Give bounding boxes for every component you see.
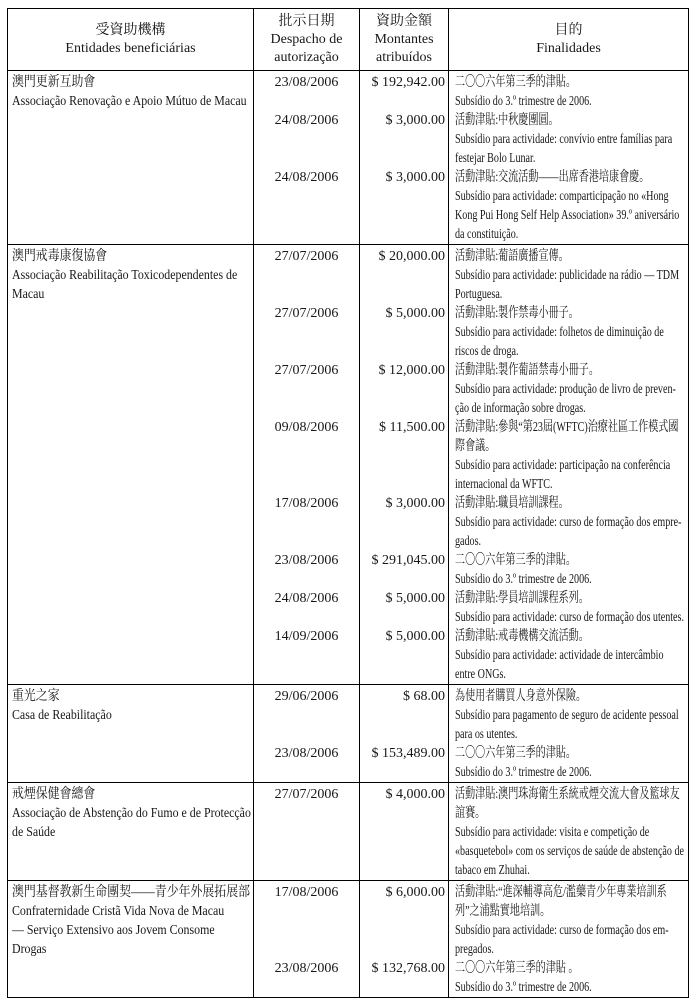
entity-name-zh: 澳門戒毒康復協會 [12,249,108,264]
entry-purpose [449,168,688,244]
purpose-zh: 活動津貼:製作禁毒小冊子。 [455,306,579,321]
purpose-zh: 二〇〇六年第三季的津貼。 [455,75,576,90]
entry-purpose [449,783,688,880]
entry-purpose [449,589,688,627]
entity-name-pt: Associação Reabilitação Toxicodependentes de Macau [12,268,238,302]
entry-amount: $ 68.00 [360,685,449,744]
purpose-zh: 活動津貼:交流活動——出席香港培康會慶。 [455,170,650,185]
header-cell-purpose [449,9,688,70]
entry-purpose [449,304,688,361]
entry-amount: $ 3,000.00 [360,168,449,244]
entry-date: 27/07/2006 [254,783,360,880]
entry-row [254,959,688,997]
entity-name-pt: Associação de Abstenção do Fumo e de Protecção de Saúde [12,806,251,840]
entry-list [254,71,688,244]
purpose-pt: Subsídio para pagamento de seguro de acidente pessoal para os utentes. [455,708,679,742]
entity-name-zh: 澳門更新互助會 [12,75,96,90]
header-amount-zh: 資助金額 [376,13,432,29]
purpose-pt: Subsídio para actividade: folhetos de diminuição de riscos de droga. [455,325,664,359]
header-cell-entities [8,9,254,70]
entry-row [254,304,688,361]
entry-purpose [449,881,688,959]
entry-purpose [449,245,688,304]
entry-amount: $ 291,045.00 [360,551,449,589]
purpose-pt: Subsídio do 3.º trimestre de 2006. [455,980,592,995]
entry-purpose [449,494,688,551]
entry-amount: $ 6,000.00 [360,881,449,959]
purpose-pt: Subsídio do 3.º trimestre de 2006. [455,572,592,587]
entry-amount: $ 3,000.00 [360,111,449,168]
entry-date: 29/06/2006 [254,685,360,744]
entry-row [254,71,688,111]
purpose-pt: Subsídio para actividade: curso de formação dos empre-gados. [455,515,682,549]
entry-date: 17/08/2006 [254,881,360,959]
entry-date: 24/08/2006 [254,168,360,244]
entry-row [254,744,688,782]
entry-date: 17/08/2006 [254,494,360,551]
entity-cell [8,245,254,684]
entry-amount: $ 4,000.00 [360,783,449,880]
entity-name-pt: Confraternidade Cristã Vida Nova de Macau [12,904,225,919]
purpose-pt: Subsídio para actividade: visita e competição de «basquetebol» com os serviços de saúde de abstenção de tabaco em Zhuhai. [455,825,684,878]
entry-amount: $ 5,000.00 [360,589,449,627]
purpose-pt: Subsídio para actividade: curso de formação dos em-pregados. [455,923,669,957]
entry-amount: $ 5,000.00 [360,627,449,684]
entry-date: 27/07/2006 [254,245,360,304]
header-date-pt1: Despacho de [270,31,343,47]
purpose-zh: 活動津貼:中秋慶團圓。 [455,113,559,128]
header-purpose-zh: 目的 [554,22,583,38]
subsidy-table [7,8,689,998]
entry-list [254,783,688,880]
header-entities-zh: 受資助機構 [95,22,166,38]
entry-purpose [449,551,688,589]
purpose-zh: 活動津貼:戒毒機構交流活動。 [455,629,589,644]
header-amount-pt2: atribuídos [376,49,432,65]
entity-cell [8,71,254,244]
header-entities-pt: Entidades beneficiárias [65,40,196,56]
entry-row [254,245,688,304]
purpose-zh: 二〇〇六年第三季的津貼。 [455,746,576,761]
table-row [8,71,688,244]
entry-purpose [449,71,688,111]
entry-amount: $ 5,000.00 [360,304,449,361]
entry-row [254,168,688,244]
table-row [8,244,688,684]
entry-purpose [449,418,688,494]
purpose-pt: Subsídio para actividade: produção de livro de preven-ção de informação sobre drogas. [455,382,676,416]
table-header [8,9,688,71]
purpose-pt: Subsídio para actividade: publicidade na rádio — TDM Portuguesa. [455,268,680,302]
entity-cell [8,783,254,880]
entry-date: 27/07/2006 [254,361,360,418]
entry-date: 24/08/2006 [254,111,360,168]
purpose-pt: Subsídio para actividade: participação na conferência internacional da WFTC. [455,458,671,492]
entry-date: 23/08/2006 [254,959,360,997]
entry-date: 14/09/2006 [254,627,360,684]
purpose-zh: 活動津貼:參與“第23屆(WFTC)治療社區工作模式國際會議。 [455,420,679,454]
purpose-zh: 活動津貼:“進深輔導高危/濫藥青少年專業培訓系列”之浦點實地培訓。 [455,885,667,919]
entry-row [254,881,688,959]
header-cell-date [254,9,360,70]
entry-row [254,551,688,589]
header-purpose-pt: Finalidades [536,40,601,56]
purpose-pt: Subsídio para actividade: convívio entre famílias para festejar Bolo Lunar. [455,132,673,166]
entry-row [254,418,688,494]
entry-row [254,111,688,168]
purpose-zh: 活動津貼:學員培訓課程系列。 [455,591,589,606]
entry-purpose [449,685,688,744]
entry-row [254,783,688,880]
entry-list [254,881,688,997]
entry-list [254,245,688,684]
purpose-zh: 活動津貼:葡語廣播宣傳。 [455,249,569,264]
entry-list [254,685,688,782]
entry-date: 23/08/2006 [254,71,360,111]
purpose-zh: 活動津貼:職員培訓課程。 [455,496,569,511]
header-amount-pt1: Montantes [374,31,434,47]
entity-name-pt: Casa de Reabilitação [12,708,112,723]
entry-date: 09/08/2006 [254,418,360,494]
purpose-pt: Subsídio do 3.º trimestre de 2006. [455,765,592,780]
entry-amount: $ 20,000.00 [360,245,449,304]
entry-date: 23/08/2006 [254,551,360,589]
purpose-pt: Subsídio para actividade: curso de formação dos utentes. [455,610,684,625]
purpose-zh: 活動津貼:製作葡語禁毒小冊子。 [455,363,599,378]
header-cell-amount [360,9,449,70]
entry-row [254,361,688,418]
entity-name-pt-line2: — Serviço Extensivo aos Jovem Consome Drogas [12,923,215,957]
entry-amount: $ 132,768.00 [360,959,449,997]
table-row [8,880,688,997]
entry-amount: $ 3,000.00 [360,494,449,551]
table-row [8,782,688,880]
entry-row [254,494,688,551]
entry-amount: $ 11,500.00 [360,418,449,494]
entry-purpose [449,744,688,782]
entry-amount: $ 12,000.00 [360,361,449,418]
entry-row [254,589,688,627]
entry-date: 24/08/2006 [254,589,360,627]
entry-amount: $ 192,942.00 [360,71,449,111]
entry-purpose [449,959,688,997]
header-date-pt2: autorização [274,49,339,65]
header-date-zh: 批示日期 [278,13,335,29]
table-row [8,684,688,782]
purpose-zh: 二〇〇六年第三季的津貼 。 [455,961,579,976]
entity-name-zh: 重光之家 [12,689,60,704]
purpose-pt: Subsídio do 3.º trimestre de 2006. [455,94,592,109]
entry-purpose [449,111,688,168]
entry-row [254,685,688,744]
entity-name-zh: 澳門基督教新生命團契——青少年外展拓展部 [12,885,250,900]
entry-row [254,627,688,684]
entry-purpose [449,627,688,684]
purpose-zh: 為使用者購買人身意外保險。 [455,689,587,704]
purpose-zh: 二〇〇六年第三季的津貼。 [455,553,576,568]
entity-cell [8,685,254,782]
entity-name-pt: Associação Renovação e Apoio Mútuo de Macau [12,94,247,109]
purpose-pt: Subsídio para actividade: comparticipação no «Hong Kong Pui Hong Self Help Association» 39.º aniversário da constituição. [455,189,680,242]
purpose-zh: 活動津貼:澳門珠海衛生系統戒煙交流大會及籃球友誼賽。 [455,787,680,821]
entry-amount: $ 153,489.00 [360,744,449,782]
purpose-pt: Subsídio para actividade: actividade de intercâmbio entre ONGs. [455,648,664,682]
entry-date: 27/07/2006 [254,304,360,361]
entity-name-zh: 戒煙保健會總會 [12,787,96,802]
entry-date: 23/08/2006 [254,744,360,782]
entity-cell [8,881,254,997]
entry-purpose [449,361,688,418]
